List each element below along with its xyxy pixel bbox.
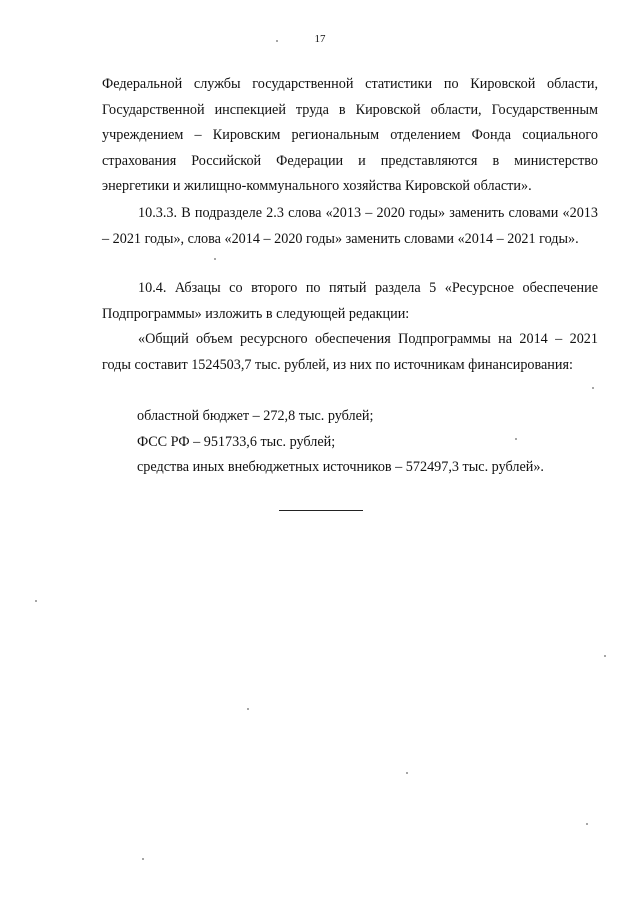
scan-speck [515, 438, 517, 440]
scan-speck [214, 258, 216, 260]
end-of-text-rule [279, 510, 363, 511]
scan-speck [247, 708, 249, 710]
paragraph-funding-intro [102, 327, 598, 378]
paragraph-text: 10.4. Абзацы со второго по пятый раздела 5 «Ресурсное обеспечение Подпрограммы» изложить в следующей редакции: [102, 280, 598, 322]
paragraph-text: Федеральной службы государственной статистики по Кировской области, Государственной инспекцией труда в Кировской области, Государственным учреждением – Кировским региональным отделением Фонда социального страхования Российской Федерации и представляются в министерство энергетики и жилищно-коммунального хозяйства Кировской области». [102, 76, 598, 194]
funding-line-regional-budget: областной бюджет – 272,8 тыс. рублей; [137, 408, 374, 424]
scan-speck [276, 40, 278, 42]
scan-speck [586, 823, 588, 825]
paragraph-text: 10.3.3. В подразделе 2.3 слова «2013 – 2020 годы» заменить словами «2013 – 2021 годы», слова «2014 – 2020 годы» заменить словами «2014 – 2021 годы». [102, 205, 598, 247]
funding-line-fss: ФСС РФ – 951733,6 тыс. рублей; [137, 434, 336, 450]
scan-speck [142, 858, 144, 860]
scan-speck [592, 387, 594, 389]
scan-speck [35, 600, 37, 602]
funding-line-other-sources: средства иных внебюджетных источников – 572497,3 тыс. рублей». [137, 459, 544, 475]
scan-speck [406, 772, 408, 774]
scan-speck [604, 655, 606, 657]
page-number: 17 [314, 33, 326, 45]
paragraph-item-10-3-3 [102, 201, 598, 252]
paragraph-text: «Общий объем ресурсного обеспечения Подпрограммы на 2014 – 2021 годы составит 1524503,7 тыс. рублей, из них по источникам финансирования: [102, 331, 598, 373]
paragraph-federal-continuation [102, 72, 598, 200]
paragraph-item-10-4 [102, 276, 598, 327]
